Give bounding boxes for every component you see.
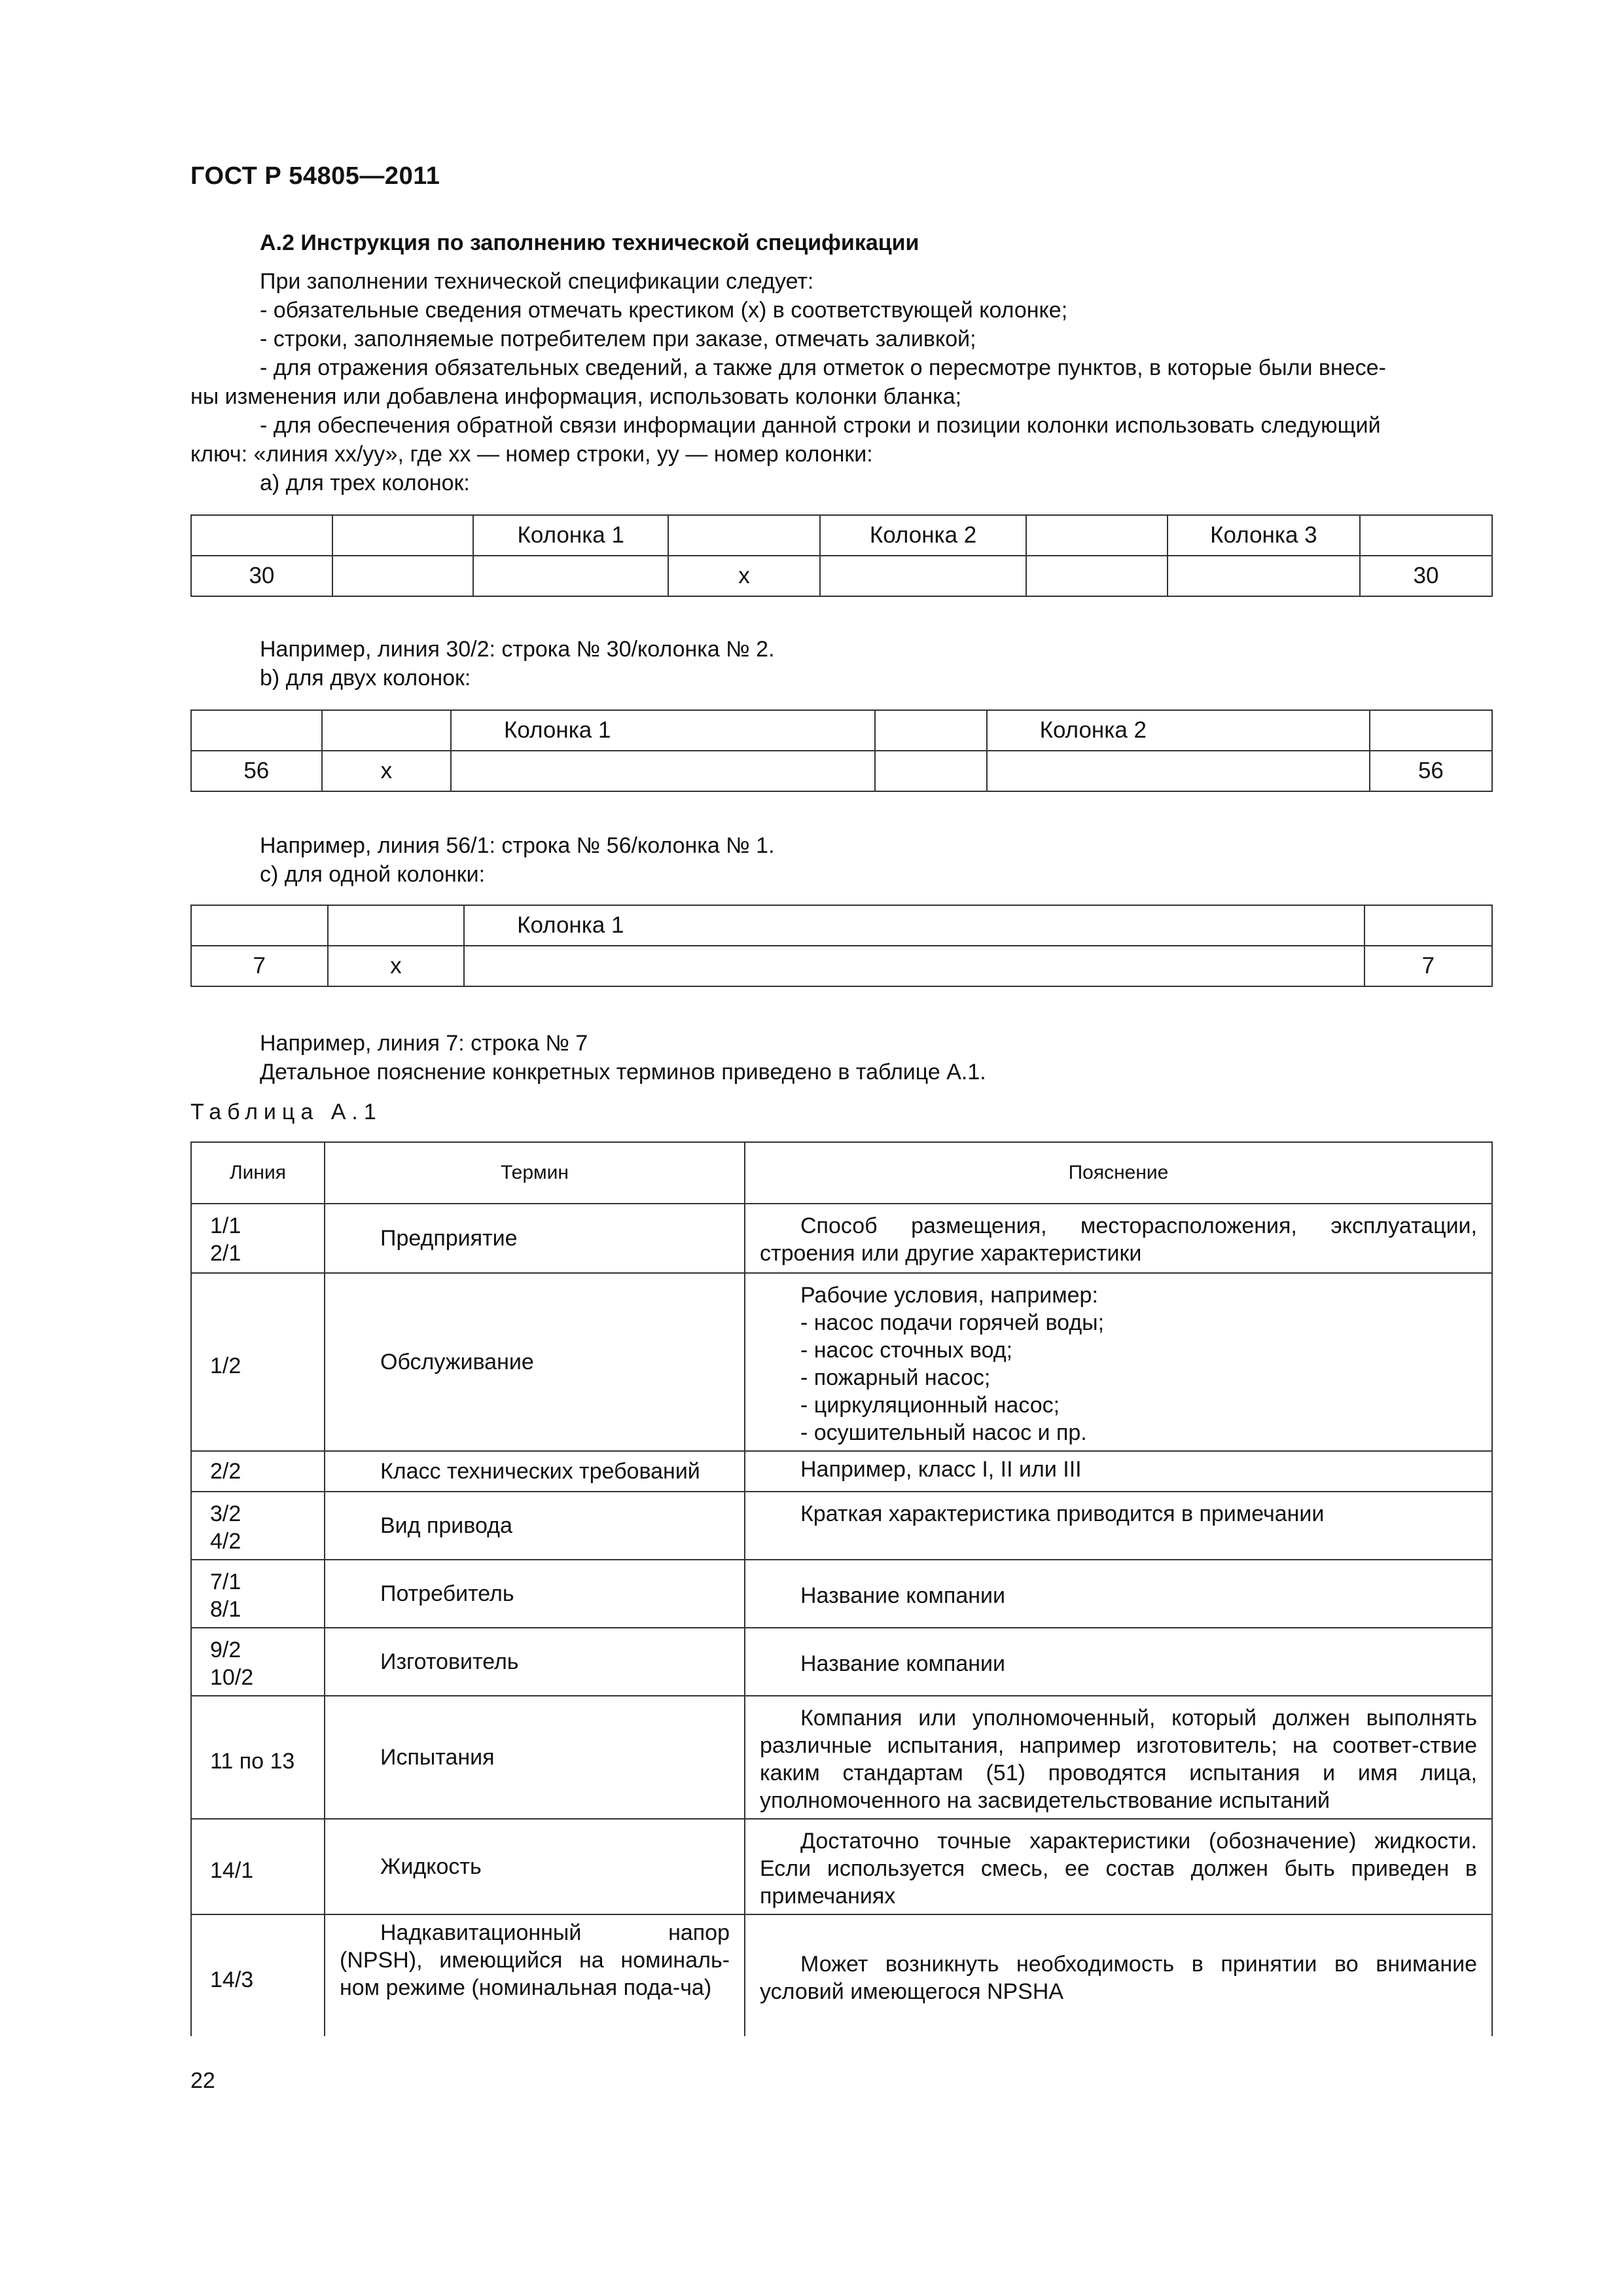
cell — [668, 515, 819, 556]
table-row — [191, 1696, 1492, 1819]
table-row — [191, 1819, 1492, 1914]
column-1-label: Колонка 1 — [473, 515, 668, 556]
row-term: Вид привода — [325, 1492, 745, 1560]
example-b: Например, линия 56/1: строка № 56/колонка № 1. — [260, 833, 775, 858]
row-line: 11 по 13 — [191, 1696, 325, 1819]
section-title: А.2 Инструкция по заполнению технической спецификации — [260, 230, 919, 255]
bullet-3: - для отражения обязательных сведений, а также для отметок о пересмотре пунктов, в которые были внесе- — [260, 355, 1386, 380]
cell — [464, 946, 1364, 986]
row-term: Потребитель — [325, 1560, 745, 1628]
cell — [473, 556, 668, 596]
cell — [322, 710, 451, 751]
table-row — [191, 1628, 1492, 1696]
standard-title: ГОСТ Р 54805—2011 — [190, 162, 440, 190]
cell — [1026, 556, 1167, 596]
row-line: 3/2 4/2 — [191, 1492, 325, 1560]
row-line: 1/2 — [191, 1273, 325, 1451]
cell — [191, 905, 328, 946]
table-a1 — [190, 1141, 1493, 2036]
header-explanation: Пояснение — [745, 1142, 1492, 1204]
header-line: Линия — [191, 1142, 325, 1204]
intro-text: При заполнении технической спецификации следует: — [260, 269, 814, 294]
row-line: 7/1 8/1 — [191, 1560, 325, 1628]
cell — [1168, 556, 1360, 596]
row-explanation: Название компании — [745, 1560, 1492, 1628]
cell — [1370, 710, 1492, 751]
table-row — [191, 1492, 1492, 1560]
table-row — [191, 1914, 1492, 2036]
cell — [1026, 515, 1167, 556]
line-number: 30 — [191, 556, 332, 596]
explanation-list-item: - пожарный насос; — [800, 1365, 991, 1390]
column-2-label: Колонка 2 — [820, 515, 1027, 556]
row-line: 2/2 — [191, 1451, 325, 1492]
explanation-list-item: - насос подачи горячей воды; — [800, 1310, 1105, 1335]
bullet-1: - обязательные сведения отмечать крестиком (х) в соответствующей колонке; — [260, 298, 1068, 323]
row-explanation: Краткая характеристика приводится в примечании — [745, 1492, 1492, 1560]
table-row — [191, 1451, 1492, 1492]
cell — [332, 556, 473, 596]
key-table-two-columns — [190, 709, 1493, 792]
row-explanation — [745, 1273, 1492, 1451]
cell — [875, 751, 987, 791]
case-a-label: а) для трех колонок: — [260, 471, 470, 495]
row-line: 14/1 — [191, 1819, 325, 1914]
table-caption: Таблица А.1 — [190, 1100, 382, 1124]
row-term: Класс технических требований — [325, 1451, 745, 1492]
mark-cell: х — [322, 751, 451, 791]
key-table-one-column — [190, 905, 1493, 987]
row-term: Изготовитель — [325, 1628, 745, 1696]
page-number: 22 — [190, 2068, 215, 2093]
example-c: Например, линия 7: строка № 7 — [260, 1031, 588, 1056]
row-explanation: Может возникнуть необходимость в принятии во внимание условий имеющегося NPSHA — [745, 1914, 1492, 2036]
cell — [987, 751, 1370, 791]
cell — [191, 515, 332, 556]
row-term: Надкавитационный напор (NPSH), имеющийся на номиналь-ном режиме (номинальная пода-ча) — [325, 1914, 745, 2036]
bullet-4-cont: ключ: «линия хх/уу», где хх — номер строки, уу — номер колонки: — [190, 442, 873, 467]
row-explanation: Например, класс I, II или III — [745, 1451, 1492, 1492]
row-line: 1/1 2/1 — [191, 1204, 325, 1273]
header-term: Термин — [325, 1142, 745, 1204]
row-term: Обслуживание — [325, 1273, 745, 1451]
cell — [875, 710, 987, 751]
case-b-label: b) для двух колонок: — [260, 666, 471, 691]
table-row — [191, 1560, 1492, 1628]
table-header-row — [191, 1142, 1492, 1204]
row-explanation: Способ размещения, месторасположения, эксплуатации, строения или другие характеристики — [745, 1204, 1492, 1273]
mark-cell: х — [328, 946, 464, 986]
line-number: 56 — [191, 751, 322, 791]
table-row — [191, 1273, 1492, 1451]
cell — [451, 751, 875, 791]
row-explanation: Компания или уполномоченный, который должен выполнять различные испытания, например изготовитель; на соответ-ствие каким стандартам (51) проводятся испытания и имя лица, уполномоченного на засвидетельствование испытаний — [745, 1696, 1492, 1819]
cell — [1360, 515, 1492, 556]
cell — [820, 556, 1027, 596]
line-number-right: 30 — [1360, 556, 1492, 596]
cell — [191, 710, 322, 751]
key-table-three-columns — [190, 514, 1493, 597]
row-explanation: Достаточно точные характеристики (обозначение) жидкости. Если используется смесь, ее состав должен быть приведен в примечаниях — [745, 1819, 1492, 1914]
bullet-2: - строки, заполняемые потребителем при заказе, отмечать заливкой; — [260, 327, 976, 351]
explanation-intro: Рабочие условия, например: — [800, 1283, 1098, 1308]
column-3-label: Колонка 3 — [1168, 515, 1360, 556]
case-c-label: с) для одной колонки: — [260, 862, 486, 887]
column-1-label: Колонка 1 — [451, 710, 875, 751]
row-term: Жидкость — [325, 1819, 745, 1914]
bullet-4: - для обеспечения обратной связи информации данной строки и позиции колонки использовать следующий — [260, 413, 1381, 438]
cell — [1364, 905, 1492, 946]
bullet-3-cont: ны изменения или добавлена информация, использовать колонки бланка; — [190, 384, 962, 409]
column-2-label: Колонка 2 — [987, 710, 1370, 751]
column-1-label: Колонка 1 — [464, 905, 1364, 946]
explanation-list-item: - циркуляционный насос; — [800, 1393, 1060, 1418]
table-row — [191, 1204, 1492, 1273]
row-term: Испытания — [325, 1696, 745, 1819]
line-number: 7 — [191, 946, 328, 986]
cell — [328, 905, 464, 946]
line-number-right: 56 — [1370, 751, 1492, 791]
row-line: 14/3 — [191, 1914, 325, 2036]
example-a: Например, линия 30/2: строка № 30/колонка № 2. — [260, 637, 775, 662]
explanation-list-item: - осушительный насос и пр. — [800, 1420, 1087, 1445]
row-term: Предприятие — [325, 1204, 745, 1273]
mark-cell: х — [668, 556, 819, 596]
row-line: 9/2 10/2 — [191, 1628, 325, 1696]
explanation-list-item: - насос сточных вод; — [800, 1338, 1013, 1363]
line-number-right: 7 — [1364, 946, 1492, 986]
cell — [332, 515, 473, 556]
row-explanation: Название компании — [745, 1628, 1492, 1696]
detail-note: Детальное пояснение конкретных терминов приведено в таблице А.1. — [260, 1060, 986, 1085]
